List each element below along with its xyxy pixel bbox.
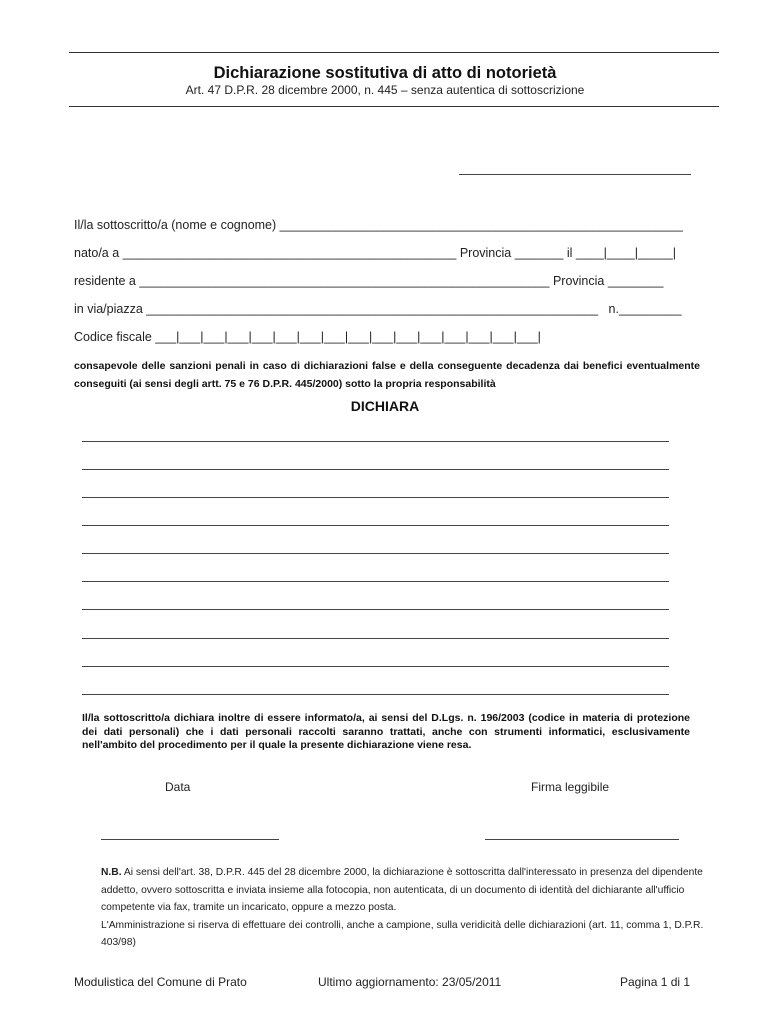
declaration-line[interactable] — [82, 609, 669, 610]
note-paragraph — [101, 864, 709, 952]
declaration-line[interactable] — [82, 441, 669, 442]
name-field[interactable]: Il/la sottoscritto/a (nome e cognome) __________________________________________________________ — [74, 218, 683, 232]
declaration-line[interactable] — [82, 581, 669, 582]
date-label: Data — [165, 780, 191, 794]
page-title: Dichiarazione sostitutiva di atto di notorietà — [213, 64, 557, 82]
declaration-line[interactable] — [82, 694, 669, 695]
footer-left: Modulistica del Comune di Prato — [74, 975, 247, 989]
place-date-line[interactable] — [459, 174, 691, 175]
birth-field[interactable]: nato/a a ________________________________________________ Provincia _______ il ____|____|_____| — [74, 246, 676, 260]
note-label: N.B. — [101, 867, 122, 878]
awareness-paragraph: consapevole delle sanzioni penali in caso di dichiarazioni false e della conseguente decadenza dai benefici eventualmente conseguiti (ai sensi degli artt. 75 e 76 D.P.R. 445/2000) sotto la propria responsabilità — [74, 360, 700, 390]
declaration-line[interactable] — [82, 553, 669, 554]
residence-field[interactable]: residente a ___________________________________________________________ Provincia ________ — [74, 274, 664, 288]
header-bottom-rule — [69, 106, 719, 107]
privacy-paragraph: Il/la sottoscritto/a dichiara inoltre di essere informato/a, ai sensi del D.Lgs. n. 196/2003 (codice in materia di protezione dei dati personali) che i dati personali raccolti saranno trattati, anche con strumenti informatici, esclusivamente nell'ambito del procedimento per il quale la presente dichiarazione viene resa. — [82, 712, 690, 751]
declaration-heading: DICHIARA — [350, 398, 420, 414]
declaration-line[interactable] — [82, 666, 669, 667]
signature-line[interactable] — [485, 839, 679, 840]
note-text-controls: L'Amministrazione si riserva di effettuare dei controlli, anche a campione, sulla veridicità delle dichiarazioni (art. 11, comma 1, D.P.R. 403/98) — [101, 919, 704, 948]
declaration-line[interactable] — [82, 638, 669, 639]
page-subtitle: Art. 47 D.P.R. 28 dicembre 2000, n. 445 – senza autentica di sottoscrizione — [185, 83, 585, 97]
note-text: Ai sensi dell'art. 38, D.P.R. 445 del 28 dicembre 2000, la dichiarazione è sottoscritta dall'interessato in presenza del dipendente addetto, ovvero sottoscritta e inviata insieme alla fotocopia, non autenticata, di un documento di identità del dichiarante all'ufficio competente via fax, tramite un incaricato, oppure a mezzo posta. — [101, 867, 703, 913]
tax-code-field[interactable]: Codice fiscale ___|___|___|___|___|___|___|___|___|___|___|___|___|___|___|___| — [74, 330, 541, 344]
footer-page: Pagina 1 di 1 — [620, 975, 691, 989]
date-line[interactable] — [101, 839, 279, 840]
declaration-line[interactable] — [82, 469, 669, 470]
declaration-line[interactable] — [82, 525, 669, 526]
declaration-line[interactable] — [82, 497, 669, 498]
footer-update: Ultimo aggiornamento: 23/05/2011 — [318, 975, 502, 989]
top-rule — [69, 52, 719, 53]
address-field[interactable]: in via/piazza _________________________________________________________________ n._________ — [74, 302, 682, 316]
signature-label: Firma leggibile — [531, 780, 610, 794]
